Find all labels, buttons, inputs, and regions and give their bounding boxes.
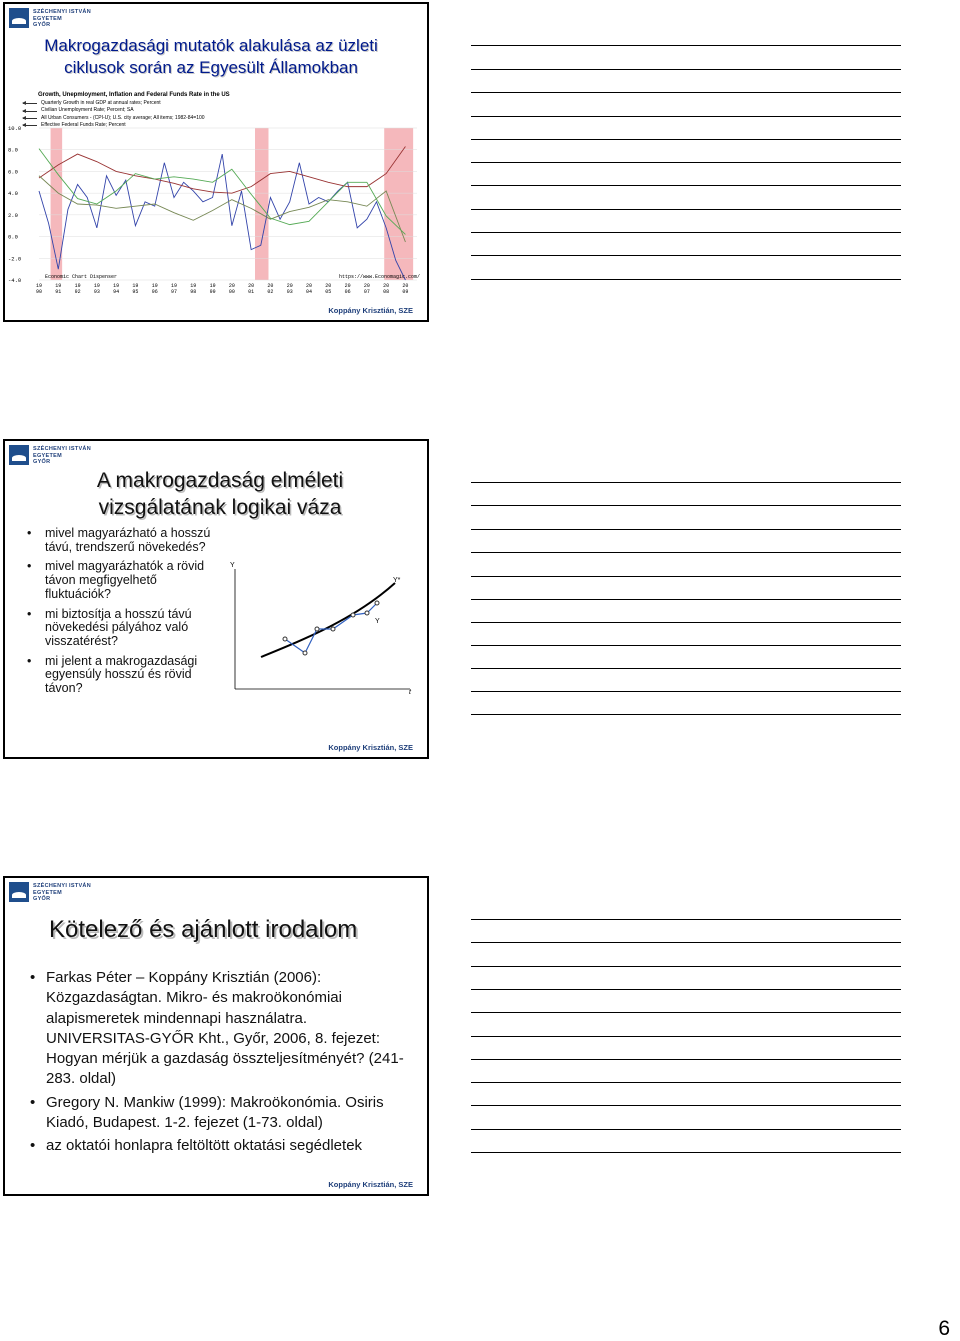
list-item: • az oktatói honlapra feltöltött oktatási segédletek [27, 1136, 407, 1156]
note-line [471, 482, 901, 483]
note-line [471, 1129, 901, 1130]
notes-area [471, 0, 903, 1340]
question-list [25, 527, 225, 702]
x-tick-label: 20 [267, 283, 274, 289]
note-line [471, 989, 901, 990]
logo-mark-icon [9, 445, 29, 465]
note-line [471, 279, 901, 280]
y-tick-label: -2.0 [8, 255, 22, 263]
slide-2 [3, 439, 429, 759]
note-line [471, 1082, 901, 1083]
list-item: • mivel magyarázhatók a rövid távon megfigyelhető fluktuációk? [25, 560, 225, 601]
y-tick-label: 8.0 [8, 146, 18, 154]
note-line [471, 92, 901, 93]
note-line [471, 622, 901, 623]
x-tick-label: 19 [151, 283, 158, 289]
x-tick-label: 20 [344, 283, 351, 289]
slide-footer: Koppány Krisztián, SZE [328, 1180, 413, 1189]
note-line [471, 942, 901, 943]
list-item: • Farkas Péter – Koppány Krisztián (2006): Közgazdaságtan. Mikro- és makroökonómiai alapismeretek mindennapi használatra. UNIVERSITAS-GYŐR Kht., Győr, 2006, 8. fejezet: Hogyan mérjük a gazdaság összteljesítményét? (241-283. oldal) [27, 968, 407, 1090]
data-point [283, 637, 287, 641]
x-tick-label: 01 [248, 289, 255, 295]
x-tick-label: 99 [209, 289, 216, 295]
note-line [471, 576, 901, 577]
list-item: • mi jelent a makrogazdasági egyensúly hosszú és rövid távon? [25, 655, 225, 696]
logo-mark-icon [9, 8, 29, 28]
slide-1-title: Makrogazdasági mutatók alakulása az üzleti ciklusok során az Egyesült Államokban [44, 36, 378, 77]
x-tick-label: 19 [209, 283, 216, 289]
y-tick-label: 0.0 [8, 233, 18, 241]
y-tick-label: 4.0 [8, 190, 18, 198]
x-tick-label: 91 [55, 289, 62, 295]
slide-1 [3, 2, 429, 322]
x-tick-label: 19 [132, 283, 139, 289]
legend-item: Effective Federal Funds Rate; Percent [23, 122, 205, 129]
macro-indicators-chart [5, 122, 427, 302]
series-line [39, 149, 405, 235]
x-tick-label: 20 [306, 283, 313, 289]
x-tick-label: 08 [383, 289, 390, 295]
note-line [471, 255, 901, 256]
logo-line-3: GYŐR [33, 896, 51, 902]
data-point [331, 627, 335, 631]
reading-list [27, 968, 407, 1160]
series-line [39, 176, 405, 242]
x-tick-label: 19 [171, 283, 178, 289]
x-tick-label: 02 [267, 289, 274, 295]
note-line [471, 139, 901, 140]
logo-line-1: SZÉCHENYI ISTVÁN [33, 883, 91, 889]
logo-line-2: EGYETEM [33, 452, 62, 459]
x-tick-label: 03 [286, 289, 293, 295]
note-line [471, 691, 901, 692]
note-line [471, 599, 901, 600]
x-tick-label: 20 [228, 283, 235, 289]
trend-fluctuation-diagram [225, 559, 425, 699]
legend-item: Civilian Unemployment Rate; Percent; SA [23, 107, 205, 114]
y-tick-label: 2.0 [8, 211, 18, 219]
note-line [471, 45, 901, 46]
note-line [471, 162, 901, 163]
series-line [39, 146, 405, 193]
chart-heading: Growth, Unepmloyment, Inflation and Federal Funds Rate in the US [38, 92, 230, 98]
y-tick-label: 6.0 [8, 168, 18, 176]
note-line [471, 529, 901, 530]
x-tick-label: 98 [190, 289, 197, 295]
data-point [365, 611, 369, 615]
x-tick-label: 09 [402, 289, 409, 295]
x-tick-label: 93 [93, 289, 100, 295]
slide-3-title: Kötelező és ajánlott irodalom [49, 916, 358, 943]
x-tick-label: 96 [151, 289, 158, 295]
note-line [471, 966, 901, 967]
trend-label: Y* [393, 577, 401, 584]
x-tick-label: 19 [190, 283, 197, 289]
y-tick-label: 10.0 [8, 125, 22, 132]
note-line [471, 232, 901, 233]
x-tick-label: 00 [228, 289, 235, 295]
slide-2-title: A makrogazdaság elméleti vizsgálatának logikai váza [96, 469, 344, 519]
note-line [471, 1036, 901, 1037]
x-tick-label: 19 [93, 283, 100, 289]
logo-line-1: SZÉCHENYI ISTVÁN [33, 446, 91, 452]
x-tick-label: 19 [113, 283, 120, 289]
x-axis-label: t [409, 689, 411, 696]
arrow-left-icon [23, 103, 37, 104]
x-tick-label: 19 [36, 283, 43, 289]
note-line [471, 1105, 901, 1106]
logo-line-1: SZÉCHENYI ISTVÁN [33, 9, 91, 15]
x-tick-label: 20 [402, 283, 409, 289]
y-tick-label: -4.0 [8, 277, 22, 284]
slide-footer: Koppány Krisztián, SZE [328, 743, 413, 752]
x-tick-label: 20 [286, 283, 293, 289]
logo-line-3: GYŐR [33, 459, 51, 465]
x-tick-label: 05 [325, 289, 332, 295]
x-tick-label: 19 [55, 283, 62, 289]
arrow-left-icon [23, 118, 37, 119]
note-line [471, 645, 901, 646]
recession-band [384, 128, 413, 280]
x-tick-label: 04 [306, 289, 313, 295]
x-tick-label: 20 [248, 283, 255, 289]
x-tick-label: 19 [74, 283, 81, 289]
chart-watermark-left: Economic Chart Dispenser [45, 274, 118, 280]
note-line [471, 209, 901, 210]
note-line [471, 714, 901, 715]
list-item: • Gregory N. Mankiw (1999): Makroökonómia. Osiris Kiadó, Budapest. 1-2. fejezet (1-73. oldal) [27, 1093, 407, 1134]
logo-line-3: GYŐR [33, 22, 51, 28]
x-tick-label: 94 [113, 289, 120, 295]
series-line [39, 154, 405, 280]
university-logo [9, 882, 99, 908]
note-line [471, 116, 901, 117]
recession-band [255, 128, 269, 280]
legend-item: Quarterly Growth in real GDP at annual rates; Percent [23, 100, 205, 107]
x-tick-label: 20 [383, 283, 390, 289]
list-item: • mivel magyarázható a hosszú távú, trendszerű növekedés? [25, 527, 225, 554]
x-tick-label: 20 [363, 283, 370, 289]
y-axis-label: Y [230, 562, 235, 569]
logo-mark-icon [9, 882, 29, 902]
x-tick-label: 06 [344, 289, 351, 295]
arrow-left-icon [23, 111, 37, 112]
note-line [471, 1152, 901, 1153]
logo-line-2: EGYETEM [33, 15, 62, 22]
x-tick-label: 07 [363, 289, 370, 295]
note-line [471, 919, 901, 920]
slide-footer: Koppány Krisztián, SZE [328, 306, 413, 315]
university-logo [9, 8, 99, 34]
page-number: 6 [938, 1317, 950, 1340]
x-tick-label: 90 [36, 289, 43, 295]
data-point [315, 627, 319, 631]
x-tick-label: 97 [171, 289, 178, 295]
legend-item: All Urban Consumers - (CPI-U); U.S. city average; All items; 1982-84=100 [23, 115, 205, 122]
list-item: • mi biztosítja a hosszú távú növekedési pályához való visszatérést? [25, 608, 225, 649]
note-line [471, 1012, 901, 1013]
data-point [375, 601, 379, 605]
data-point [303, 651, 307, 655]
note-line [471, 505, 901, 506]
logo-line-2: EGYETEM [33, 889, 62, 896]
note-line [471, 69, 901, 70]
note-line [471, 668, 901, 669]
x-tick-label: 92 [74, 289, 81, 295]
x-tick-label: 20 [325, 283, 332, 289]
note-line [471, 552, 901, 553]
x-tick-label: 95 [132, 289, 139, 295]
actual-label: Y [375, 618, 380, 625]
note-line [471, 185, 901, 186]
slide-3 [3, 876, 429, 1196]
note-line [471, 1059, 901, 1060]
data-point [351, 613, 355, 617]
chart-watermark-right: https://www.Economagic.com/ [339, 274, 421, 280]
